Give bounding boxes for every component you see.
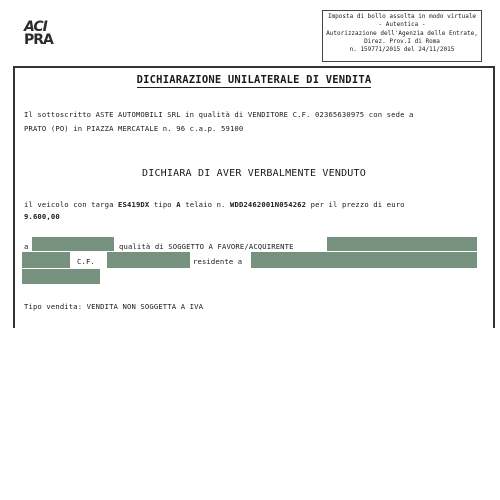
buyer-qualita: qualità di SOGGETTO A FAVORE/ACQUIRENTE [119, 242, 294, 251]
vehicle-price: 9.600,00 [24, 212, 60, 221]
vehicle-telaio: WDD2462001N054262 [230, 200, 307, 209]
buyer-residente-label: residente a [193, 257, 243, 266]
vehicle-telaio-label: telaio n. [185, 200, 226, 209]
vehicle-line [24, 200, 405, 209]
redacted-buyer-name [32, 237, 114, 251]
stamp-line: Direz. Prov.I di Roma [364, 37, 440, 45]
stamp-line: Imposta di bollo assolta in modo virtuale [327, 13, 477, 20]
redacted-buyer-detail-3 [22, 269, 100, 284]
redacted-buyer-address [251, 252, 477, 268]
declaration-subtitle: DICHIARA DI AVER VERBALMENTE VENDUTO [142, 168, 366, 179]
buyer-cf-label: C.F. [77, 257, 95, 266]
vehicle-targa: ES419DX [118, 200, 150, 209]
vehicle-prefix: il veicolo con targa [24, 200, 114, 209]
redacted-buyer-cf [107, 252, 190, 268]
redacted-buyer-detail-1 [327, 237, 477, 251]
vehicle-prezzo-label: per il prezzo di euro [310, 200, 405, 209]
sale-type: Tipo vendita: VENDITA NON SOGGETTA A IVA [24, 302, 204, 311]
vehicle-tipo: A [176, 200, 181, 209]
logo-line-1: ACI [24, 19, 47, 35]
tax-stamp-box [322, 10, 482, 62]
logo-line-2: PRA [24, 32, 53, 48]
document-frame [13, 66, 495, 328]
seller-line-2: PRATO (PO) in PIAZZA MERCATALE n. 96 c.a.p. 59100 [24, 124, 244, 133]
stamp-line: Autorizzazione dell'Agenzia delle Entrate, [326, 29, 478, 37]
stamp-line: n. 159771/2015 del 24/11/2015 [349, 46, 455, 54]
aci-pra-logo [24, 21, 56, 47]
document-title: DICHIARAZIONE UNILATERALE DI VENDITA [136, 74, 372, 86]
seller-line-1: Il sottoscritto ASTE AUTOMOBILI SRL in qualità di VENDITORE C.F. 02365630975 con sede a [24, 110, 414, 119]
buyer-a-label: a [24, 242, 29, 251]
vehicle-tipo-label: tipo [153, 200, 172, 209]
stamp-line: - Autentica - [378, 21, 426, 29]
redacted-buyer-detail-2 [22, 252, 70, 268]
